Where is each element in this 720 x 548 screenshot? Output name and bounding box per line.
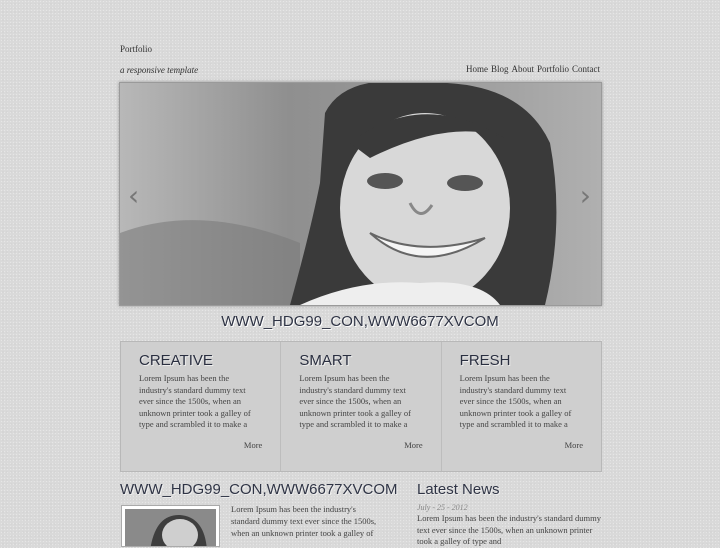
feature-text: Lorem Ipsum has been the industry's standard dummy text ever since the 1500s, when an unknown printer took a galley of type and scrambled it to make a <box>139 373 251 429</box>
nav-blog[interactable]: Blog <box>490 64 509 74</box>
feature-title: FRESH <box>459 352 511 369</box>
thumbnail-photo <box>125 509 216 547</box>
nav-home[interactable]: Home <box>465 64 488 74</box>
post-thumbnail[interactable] <box>121 505 220 547</box>
feature-title: SMART <box>299 352 352 369</box>
slide-photo <box>120 83 601 305</box>
feature-fresh <box>442 342 601 471</box>
more-link[interactable]: More <box>243 440 263 450</box>
site-title[interactable]: Portfolio <box>120 44 153 54</box>
feature-smart <box>281 342 441 471</box>
post-excerpt: Lorem Ipsum has been the industry's standard dummy text ever since the 1500s, when an unknown printer took a galley of <box>231 504 377 538</box>
slide-caption: WWW_HDG99_CON,WWW6677XVCOM <box>221 313 499 330</box>
thumbnail-image <box>125 509 216 547</box>
news-date: July - 25 - 2012 <box>417 503 468 512</box>
nav-contact[interactable]: Contact <box>572 64 600 74</box>
feature-text: Lorem Ipsum has been the industry's standard dummy text ever since the 1500s, when an unknown printer took a galley of type and scrambled it to make a <box>459 373 572 429</box>
slider-prev-icon[interactable]: ‹ <box>128 179 140 212</box>
feature-title: CREATIVE <box>139 352 213 369</box>
image-slider <box>119 82 602 306</box>
site-tagline: a responsive template <box>120 65 199 75</box>
latest-news-title: Latest News <box>417 481 500 498</box>
section-title: WWW_HDG99_CON,WWW6677XVCOM <box>120 481 398 498</box>
feature-creative <box>121 342 281 471</box>
more-link[interactable]: More <box>564 440 583 450</box>
nav-about[interactable]: About <box>511 64 534 74</box>
news-text: Lorem Ipsum has been the industry's standard dummy text ever since the 1500s, when an unknown printer took a galley of type and <box>417 513 602 546</box>
more-link[interactable]: More <box>404 440 423 450</box>
nav-portfolio[interactable]: Portfolio <box>536 64 569 74</box>
features-panel <box>120 341 602 472</box>
main-nav <box>466 64 600 74</box>
slider-next-icon[interactable]: › <box>579 179 591 212</box>
feature-text: Lorem Ipsum has been the industry's standard dummy text ever since the 1500s, when an unknown printer took a galley of type and scrambled it to make a <box>299 373 411 429</box>
